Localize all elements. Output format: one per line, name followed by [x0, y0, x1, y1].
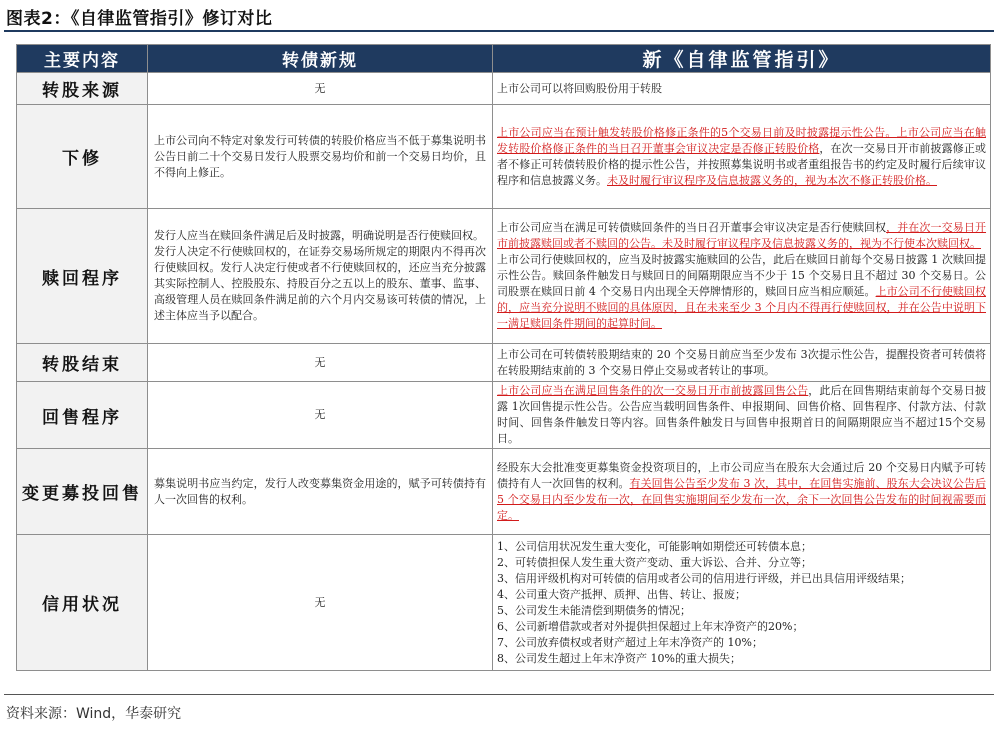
row-new-rule	[493, 449, 991, 535]
table-row	[17, 535, 991, 671]
row-topic: 下修	[17, 105, 148, 209]
row-topic: 信用状况	[17, 535, 148, 671]
comparison-table	[16, 44, 991, 671]
highlight-text: 上市公司应当在触发转股价格修正条件的当日召开董事会审议决定是否修正转股价格	[497, 125, 986, 155]
row-old-rule: 无	[148, 344, 493, 382]
row-topic: 变更募投回售	[17, 449, 148, 535]
row-new-rule	[493, 535, 991, 671]
header-col-topic: 主要内容	[17, 45, 148, 73]
row-topic: 赎回程序	[17, 209, 148, 344]
highlight-text: 上市公司应当在预计触发转股价格修正条件的5个交易日前及时披露提示性公告。	[497, 125, 897, 139]
list-item: 4、公司重大资产抵押、质押、出售、转让、报废；	[497, 587, 746, 601]
row-old-rule: 无	[148, 535, 493, 671]
plain-text: 上市公司行使赎回权的，应当及时披露实施赎回的公告，此后在赎回日前每个交易日披露 1 次赎回提示性公告。赎回条件触发日与赎回日的间隔期限应当不少于 15 个交易日且不超过 30 个交易日。公司股票在赎回日前 4 个交易日内出现全天停牌情形的，赎回日应当相应顺延。	[497, 253, 986, 298]
row-new-rule	[493, 105, 991, 209]
figure-title: 图表2：《自律监管指引》修订对比	[6, 9, 273, 29]
highlight-text: 上市公司不行使赎回权的，应当充分说明不赎回的具体原因，且在未来至少 3 个月内不得再行使赎回权，并在公告中说明下一满足赎回条件期间的起算时间。	[497, 285, 987, 330]
header-col-new: 新《自律监管指引》	[493, 45, 991, 73]
header-col-old: 转债新规	[148, 45, 493, 73]
row-topic: 转股结束	[17, 344, 148, 382]
row-old-rule: 上市公司向不特定对象发行可转债的转股价格应当不低于募集说明书公告日前二十个交易日发行人股票交易均价和前一个交易日均价，且不得向上修正。	[148, 105, 493, 209]
table-row	[17, 105, 991, 209]
table-row	[17, 73, 991, 105]
top-rule	[4, 30, 994, 32]
plain-text: ，在次一交易日开市前披露修正或者不修正可转债转股价格的提示性公告，并按照募集说明书或者重组报告书的约定及时履行后续审议程序和信息披露义务。	[497, 141, 987, 187]
table-row	[17, 344, 991, 382]
row-old-rule: 发行人应当在赎回条件满足后及时披露，明确说明是否行使赎回权。 发行人决定不行使赎回权的，在证券交易场所规定的期限内不得再次行使赎回权。发行人决定行使或者不行使赎回权的，还应当充分披露其实际控制人、控股股东、持股百分之五以上的股东、董事、监事、高级管理人员在赎回条件满足前的六个月内交易该可转债的情况，上述主体应当予以配合。	[148, 209, 493, 344]
table-row	[17, 382, 991, 449]
table-row	[17, 209, 991, 344]
bottom-rule	[4, 694, 994, 695]
plain-text: ，此后在回售期结束前每个交易日披露 1次回售提示性公告。公告应当载明回售条件、申报期间、回售价格、回售程序、付款方法、付款时间、回售条件触发日等内容。回售条件触发日与回售申报期首日的间隔期限应当不超过15个交易日。	[497, 384, 987, 445]
row-old-rule: 募集说明书应当约定，发行人改变募集资金用途的，赋予可转债持有人一次回售的权利。	[148, 449, 493, 535]
row-topic: 回售程序	[17, 382, 148, 449]
table-row	[17, 449, 991, 535]
highlight-text: 上市公司应当在满足回售条件的次一交易日开市前披露回售公告	[497, 384, 809, 397]
list-item: 6、公司新增借款或者对外提供担保超过上年末净资产的20%；	[497, 619, 804, 633]
plain-text: 经股东大会批准变更募集资金投资项目的，上市公司应当在股东大会通过后 20 个交易日内赋予可转债持有人一次回售的权利。	[497, 460, 986, 490]
list-item: 1、公司信用状况发生重大变化，可能影响如期偿还可转债本息；	[497, 539, 812, 553]
row-old-rule: 无	[148, 73, 493, 105]
plain-text: 上市公司应当在满足可转债赎回条件的当日召开董事会审议决定是否行使赎回权	[497, 221, 887, 234]
row-topic: 转股来源	[17, 73, 148, 105]
highlight-text: ，并在次一交易日开市前披露赎回或者不赎回的公告。未及时履行审议程序及信息披露义务的，视为不行使本次赎回权。	[497, 221, 987, 250]
row-new-rule: 上市公司在可转债转股期结束的 20 个交易日前应当至少发布 3次提示性公告，提醒投资者可转债将在转股期结束前的 3 个交易日停止交易或者转让的事项。	[493, 344, 991, 382]
list-item: 5、公司发生未能清偿到期债务的情况；	[497, 603, 691, 617]
row-new-rule	[493, 209, 991, 344]
list-item: 8、公司发生超过上年末净资产 10%的重大损失；	[497, 651, 741, 665]
source-note: 资料来源：Wind，华泰研究	[6, 706, 182, 722]
row-new-rule: 上市公司可以将回购股份用于转股	[493, 73, 991, 105]
highlight-text: 有关回售公告至少发布 3 次，其中，在回售实施前、股东大会决议公告后 5 个交易日内至少发布一次，在回售实施期间至少发布一次，余下一次回售公告发布的时间视需要而定。	[497, 476, 986, 522]
header-row	[17, 45, 991, 73]
list-item: 2、可转债担保人发生重大资产变动、重大诉讼、合并、分立等；	[497, 555, 812, 569]
highlight-text: 未及时履行审议程序及信息披露义务的，视为本次不修正转股价格。	[607, 173, 937, 187]
row-new-rule	[493, 382, 991, 449]
row-old-rule: 无	[148, 382, 493, 449]
list-item: 7、公司放弃债权或者财产超过上年末净资产的 10%；	[497, 635, 763, 649]
list-item: 3、信用评级机构对可转债的信用或者公司的信用进行评级，并已出具信用评级结果；	[497, 571, 911, 585]
